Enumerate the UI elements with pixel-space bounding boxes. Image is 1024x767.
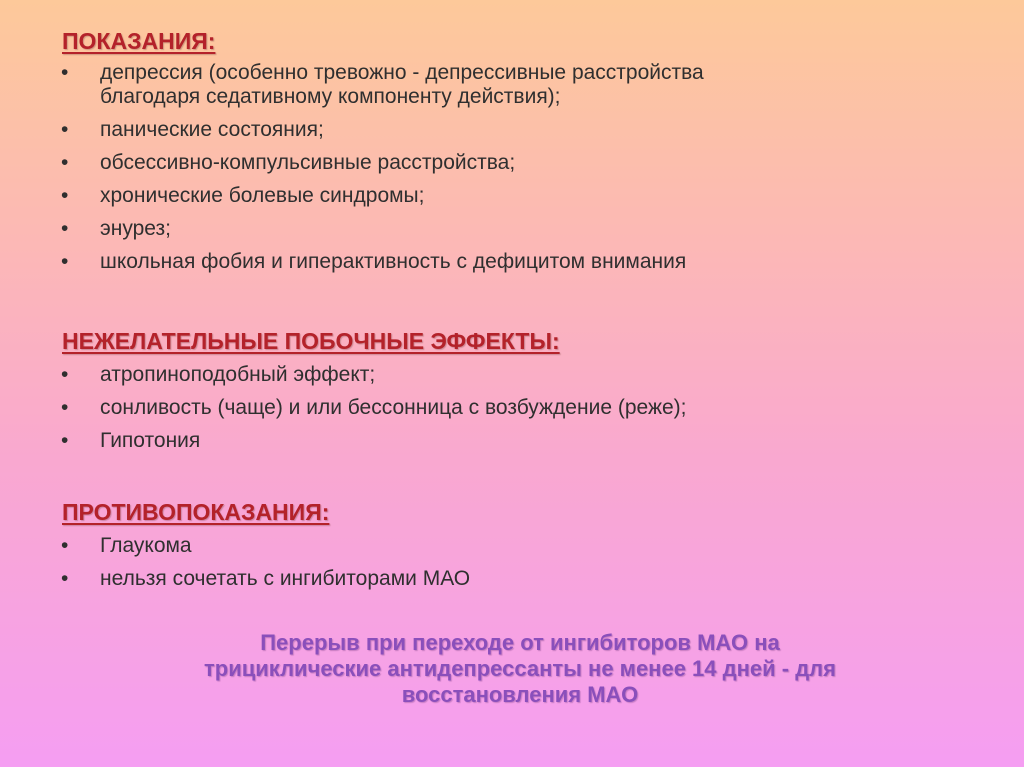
bullet-icon: • (61, 61, 69, 84)
list-item (0, 151, 704, 175)
list-item (0, 429, 687, 453)
list-item-text: нельзя сочетать с ингибиторами МАО (100, 567, 471, 590)
mao-break-note (0, 630, 1024, 708)
list-item-text: энурез; (100, 217, 171, 240)
list-item (0, 363, 687, 387)
bullet-icon: • (61, 151, 69, 174)
section-heading-side-effects: НЕЖЕЛАТЕЛЬНЫЕ ПОБОЧНЫЕ ЭФФЕКТЫ: (62, 328, 560, 354)
list-item (0, 118, 704, 142)
list-item (0, 61, 704, 109)
list-item (0, 250, 704, 274)
list-item-text: панические состояния; (100, 118, 324, 141)
list-item-text: благодаря седативному компоненту действия); (100, 85, 561, 108)
list-item-text: Глаукома (100, 534, 192, 557)
list-item-text: депрессия (особенно тревожно - депрессивные расстройства (100, 61, 704, 84)
bullet-icon: • (61, 429, 69, 452)
bullet-icon: • (61, 118, 69, 141)
list-item-text: Гипотония (100, 429, 201, 452)
list-item (0, 396, 687, 420)
list-item (0, 534, 470, 558)
note-line: трициклические антидепрессанты не менее 14 дней - для (204, 656, 836, 681)
list-item-text: атропиноподобный эффект; (100, 363, 376, 386)
list-item (0, 184, 704, 208)
list-item-text: хронические болевые синдромы; (100, 184, 425, 207)
bullet-icon: • (61, 250, 69, 273)
list-item (0, 217, 704, 241)
bullet-icon: • (61, 396, 69, 419)
list-item-text: сонливость (чаще) и или бессонница с возбуждение (реже); (100, 396, 687, 419)
bullet-icon: • (61, 534, 69, 557)
note-line: Перерыв при переходе от ингибиторов МАО на (260, 630, 780, 655)
contraindications-list (0, 534, 470, 600)
bullet-icon: • (61, 217, 69, 240)
list-item (0, 567, 470, 591)
side-effects-list (0, 363, 687, 462)
bullet-icon: • (61, 184, 69, 207)
bullet-icon: • (61, 363, 69, 386)
bullet-icon: • (61, 567, 69, 590)
section-heading-contraindications: ПРОТИВОПОКАЗАНИЯ: (62, 499, 330, 525)
note-line: восстановления МАО (401, 682, 639, 707)
section-heading-indications: ПОКАЗАНИЯ: (62, 28, 216, 54)
list-item-text: обсессивно-компульсивные расстройства; (100, 151, 516, 174)
indications-list (0, 61, 704, 283)
list-item-text: школьная фобия и гиперактивность с дефицитом внимания (100, 250, 687, 273)
